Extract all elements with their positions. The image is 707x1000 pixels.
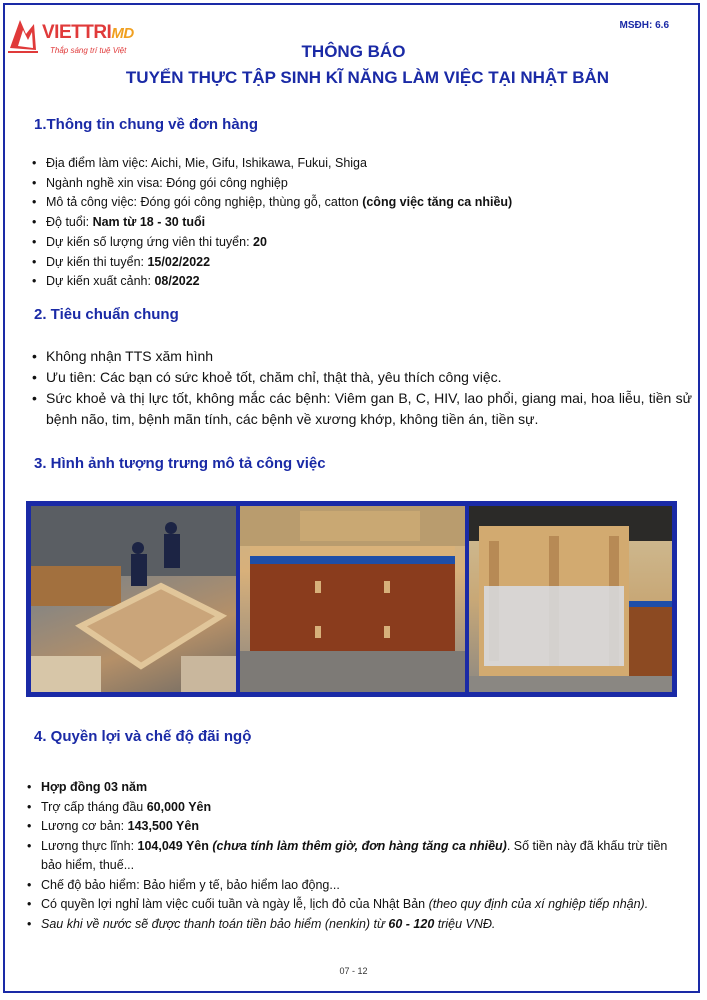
list-item: • Ngành nghề xin visa: Đóng gói công nghiệp <box>32 174 652 194</box>
list-item: • Dự kiến xuất cảnh: 08/2022 <box>32 272 652 292</box>
list-item: • Độ tuổi: Nam từ 18 - 30 tuổi <box>32 213 652 233</box>
list-item: • Hợp đồng 03 năm <box>27 778 682 798</box>
page-title: THÔNG BÁO <box>301 42 406 61</box>
section3-heading: 3. Hình ảnh tượng trưng mô tả công việc <box>34 455 326 472</box>
section2-heading: 2. Tiêu chuẩn chung <box>34 306 179 323</box>
logo-wordmark: VIETTRIMD <box>42 22 134 43</box>
list-item: • Lương thực lĩnh: 104,049 Yên (chưa tính làm thêm giờ, đơn hàng tăng ca nhiều). Số tiền này đã khấu trừ tiền bảo hiểm, thuế... <box>27 837 682 876</box>
list-item: • Mô tả công việc: Đóng gói công nghiệp, thùng gỗ, catton (công việc tăng ca nhiều) <box>32 193 652 213</box>
photo-wooden-crate <box>240 506 465 692</box>
photo-crate-with-plastic-wrap <box>469 506 672 692</box>
list-item: • Dự kiến số lượng ứng viên thi tuyển: 20 <box>32 233 652 253</box>
list-item: • Lương cơ bản: 143,500 Yên <box>27 817 682 837</box>
page-number: 07 - 12 <box>339 966 368 976</box>
photo-workers-assembling-frame <box>31 506 236 692</box>
list-item: • Trợ cấp tháng đầu 60,000 Yên <box>27 798 682 818</box>
list-item: • Dự kiến thi tuyển: 15/02/2022 <box>32 253 652 273</box>
page-subtitle: TUYỂN THỰC TẬP SINH KĨ NĂNG LÀM VIỆC TẠI NHẬT BẢN <box>125 68 610 87</box>
document-code: MSĐH: 6.6 <box>619 20 669 31</box>
list-item: • Chế độ bảo hiểm: Bảo hiểm y tế, bảo hiểm lao động... <box>27 876 682 896</box>
section2-list <box>32 346 692 430</box>
section4-list <box>27 778 682 934</box>
list-item: • Sức khoẻ và thị lực tốt, không mắc các bệnh: Viêm gan B, C, HIV, lao phổi, giang mai, hoa liễu, tiền sử bệnh não, tim, bệnh mãn tính, các bệnh về xương khớp, không tiền án, tiền sự. <box>32 388 692 430</box>
logo-slogan: Thắp sáng trí tuệ Việt <box>50 46 127 55</box>
list-item: • Không nhận TTS xăm hình <box>32 346 692 367</box>
section1-list <box>32 154 652 292</box>
list-item: • Có quyền lợi nghỉ làm việc cuối tuần và ngày lễ, lịch đỏ của Nhật Bản (theo quy định của xí nghiệp tiếp nhận). <box>27 895 682 915</box>
section1-heading: 1.Thông tin chung về đơn hàng <box>34 116 258 133</box>
work-photos-strip <box>26 501 677 697</box>
list-item: • Ưu tiên: Các bạn có sức khoẻ tốt, chăm chỉ, thật thà, yêu thích công việc. <box>32 367 692 388</box>
list-item: • Sau khi về nước sẽ được thanh toán tiền bảo hiểm (nenkin) từ 60 - 120 triệu VNĐ. <box>27 915 682 935</box>
list-item: • Địa điểm làm việc: Aichi, Mie, Gifu, Ishikawa, Fukui, Shiga <box>32 154 652 174</box>
section4-heading: 4. Quyền lợi và chế độ đãi ngộ <box>34 728 252 745</box>
